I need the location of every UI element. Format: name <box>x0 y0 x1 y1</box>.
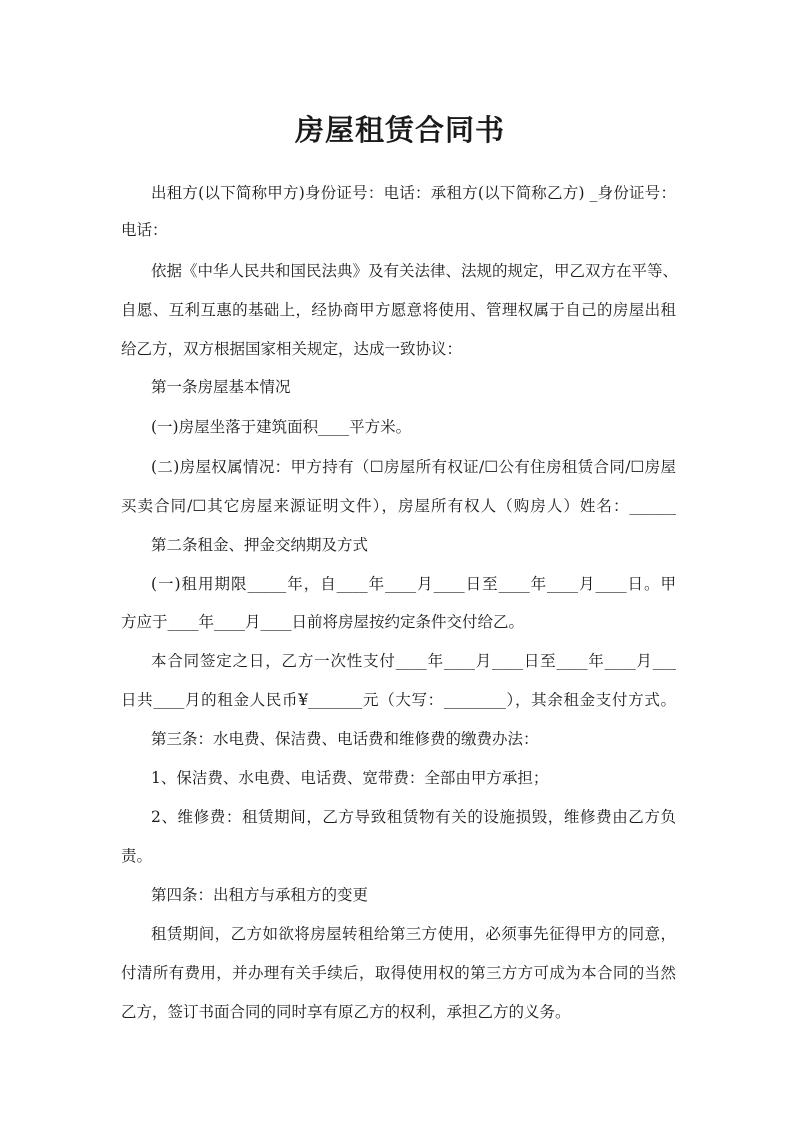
article-3-item-2-line-2: 责。 <box>121 847 153 865</box>
article-3-heading: 第三条：水电费、保洁费、电话费和维修费的缴费办法： <box>151 730 539 748</box>
article-2-item-1-line-2: 方应于____年____月____日前将房屋按约定条件交付给乙。 <box>121 613 525 631</box>
paragraph-basis-line-3: 给乙方，双方根据国家相关规定，达成一致协议： <box>121 340 463 358</box>
article-2-item-1-line-1: (一)租用期限_____年，自____年____月____日至____年____月____日。甲 <box>151 575 676 593</box>
article-2-payment-line-2: 日共____月的租金人民币¥_______元（大写：________），其余租金支付方式。 <box>121 691 676 709</box>
article-1-item-2-line-2: 买卖合同/☐其它房屋来源证明文件），房屋所有权人（购房人）姓名：______ <box>121 497 676 515</box>
article-2-heading: 第二条租金、押金交纳期及方式 <box>151 536 369 554</box>
article-1-heading: 第一条房屋基本情况 <box>151 378 291 396</box>
paragraph-parties-line-1: 出租方(以下简称甲方)身份证号：电话：承租方(以下简称乙方) _身份证号： <box>151 184 676 202</box>
paragraph-parties-line-2: 电话： <box>121 221 168 239</box>
paragraph-basis-line-2: 自愿、互利互惠的基础上，经协商甲方愿意将使用、管理权属于自己的房屋出租 <box>121 301 676 319</box>
article-1-item-2-line-1: (二)房屋权属情况：甲方持有（☐房屋所有权证/☐公有住房租赁合同/☐房屋 <box>151 458 676 476</box>
article-4-paragraph-line-1: 租赁期间，乙方如欲将房屋转租给第三方使用，必须事先征得甲方的同意， <box>151 925 676 943</box>
article-3-item-2-line-1: 2、维修费：租赁期间，乙方导致租赁物有关的设施损毁，维修费由乙方负 <box>151 808 676 826</box>
paragraph-basis-line-1: 依据《中华人民共和国民法典》及有关法律、法规的规定，甲乙双方在平等、 <box>151 262 679 280</box>
article-4-paragraph-line-2: 付清所有费用，并办理有关手续后，取得使用权的第三方方可成为本合同的当然 <box>121 964 676 982</box>
article-2-payment-line-1: 本合同签定之日，乙方一次性支付____年____月____日至____年____月___ <box>151 652 676 670</box>
article-4-paragraph-line-3: 乙方，签订书面合同的同时享有原乙方的权利，承担乙方的义务。 <box>121 1003 571 1021</box>
article-3-item-1: 1、保洁费、水电费、电话费、宽带费：全部由甲方承担； <box>151 769 549 787</box>
document-title: 房屋租赁合同书 <box>294 113 505 147</box>
article-4-heading: 第四条：出租方与承租方的变更 <box>151 886 369 904</box>
article-1-item-1: (一)房屋坐落于建筑面积____平方米。 <box>151 418 412 436</box>
